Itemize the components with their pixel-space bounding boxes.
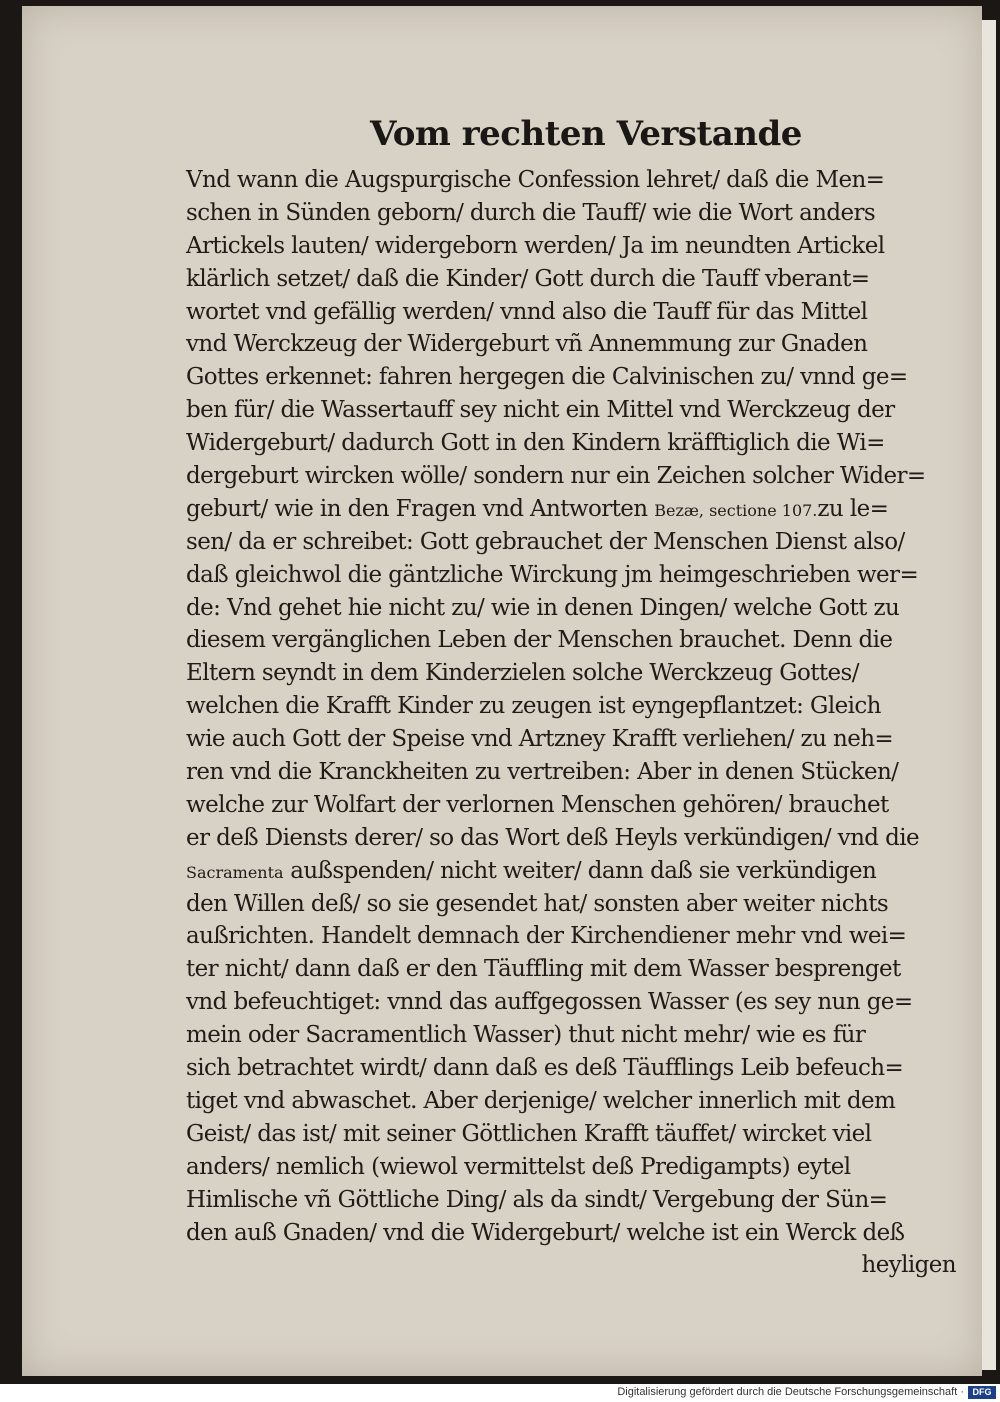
text-line: Artickels lauten/ widergeborn werden/ Ja im neundten Artickel [186, 232, 885, 259]
text-line: wortet vnd gefällig werden/ vnnd also die Tauff für das Mittel [186, 298, 868, 325]
text-line: vnd befeuchtiget: vnnd das auffgegossen Wasser (es sey nun ge= [186, 989, 913, 1016]
catchword: heyligen [861, 1252, 956, 1279]
text-line: Gottes erkennet: fahren hergegen die Calvinischen zu/ vnnd ge= [186, 364, 908, 391]
text-line [186, 493, 956, 526]
text-line: wie auch Gott der Speise vnd Artzney Krafft verliehen/ zu neh= [186, 726, 894, 753]
text-line: Himlische vñ Göttliche Ding/ als da sindt/ Vergebung der Sün= [186, 1186, 888, 1213]
text-line: ben für/ die Wassertauff sey nicht ein Mittel vnd Werckzeug der [186, 397, 895, 424]
text-line: Vnd wann die Augspurgische Confession lehret/ daß die Men= [186, 167, 885, 193]
text-line: vnd Werckzeug der Widergeburt vñ Annemmung zur Gnaden [186, 331, 868, 358]
text-line: schen in Sünden geborn/ durch die Tauff/ wie die Wort anders [186, 199, 876, 226]
text-line: tiget vnd abwaschet. Aber derjenige/ welcher innerlich mit dem [186, 1087, 896, 1114]
text-line: daß gleichwol die gäntzliche Wirckung jm heimgeschrieben wer= [186, 561, 919, 588]
text-segment: geburt/ wie in den Fragen vnd Antworten [186, 495, 648, 522]
text-line: ren vnd die Kranckheiten zu vertreiben: Aber in denen Stücken/ [186, 759, 899, 786]
page-heading: Vom rechten Verstande [370, 114, 802, 154]
text-line: ter nicht/ dann daß er den Täuffling mit dem Wasser besprenget [186, 956, 901, 983]
latin-reference: Bezæ, sectione 107. [654, 500, 818, 520]
text-segment: zu le= [817, 495, 889, 522]
text-line: Widergeburt/ dadurch Gott in den Kindern kräfftiglich die Wi= [186, 430, 885, 457]
text-line: klärlich setzet/ daß die Kinder/ Gott durch die Tauff vberant= [186, 265, 870, 292]
text-segment: außspenden/ nicht weiter/ dann daß sie verkündigen [290, 857, 877, 884]
text-line: außrichten. Handelt demnach der Kirchendiener mehr vnd wei= [186, 923, 907, 950]
page-edge [982, 20, 996, 1370]
footer-bar [0, 1384, 1000, 1402]
body-text [186, 164, 956, 1282]
text-line: den Willen deß/ so sie gesendet hat/ sonsten aber weiter nichts [186, 890, 889, 917]
text-line: sen/ da er schreibet: Gott gebrauchet der Menschen Dienst also/ [186, 528, 905, 555]
text-line: er deß Diensts derer/ so das Wort deß Heyls verkündigen/ vnd die [186, 824, 920, 851]
text-line: de: Vnd gehet hie nicht zu/ wie in denen Dingen/ welche Gott zu [186, 594, 900, 621]
text-line: Eltern seyndt in dem Kinderzielen solche Werckzeug Gottes/ [186, 660, 859, 687]
funding-credit: Digitalisierung gefördert durch die Deutsche Forschungsgemeinschaft · [617, 1386, 964, 1398]
text-line: den auß Gnaden/ vnd die Widergeburt/ welche ist ein Werck deß [186, 1219, 905, 1246]
text-line: diesem vergänglichen Leben der Menschen brauchet. Denn die [186, 627, 893, 654]
text-line: Geist/ das ist/ mit seiner Göttlichen Krafft täuffet/ wircket viel [186, 1120, 872, 1147]
text-line: sich betrachtet wirdt/ dann daß es deß Täufflings Leib befeuch= [186, 1055, 904, 1082]
text-line: welchen die Krafft Kinder zu zeugen ist eyngepflantzet: Gleich [186, 693, 881, 720]
text-line: dergeburt wircken wölle/ sondern nur ein Zeichen solcher Wider= [186, 463, 926, 490]
latin-word: Sacramenta [186, 862, 284, 882]
text-line: welche zur Wolfart der verlornen Menschen gehören/ brauchet [186, 791, 889, 818]
text-line [186, 855, 956, 888]
text-line: anders/ nemlich (wiewol vermittelst deß Predigampts) eytel [186, 1153, 851, 1180]
text-line: mein oder Sacramentlich Wasser) thut nicht mehr/ wie es für [186, 1022, 866, 1049]
dfg-logo: DFG [968, 1386, 996, 1399]
